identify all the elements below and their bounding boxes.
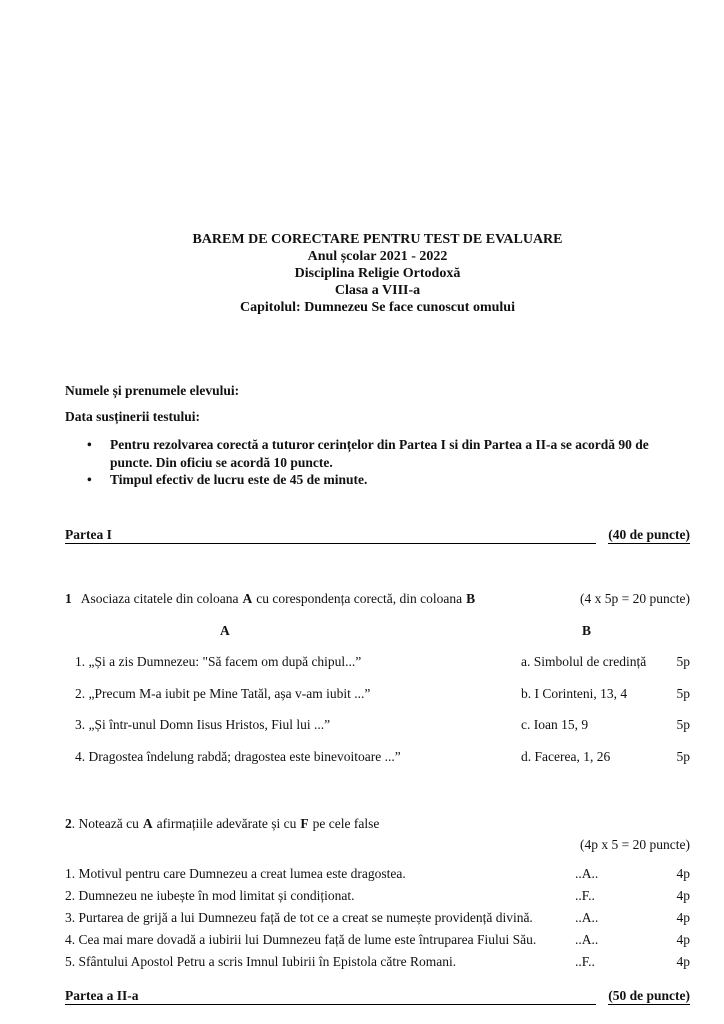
match-row (65, 654, 690, 670)
match-option: d. Facerea, 1, 26 (521, 749, 611, 764)
points-value: 5p (676, 749, 690, 764)
bullet-icon: • (87, 472, 92, 487)
points-value: 4p (676, 910, 690, 925)
points-value: 4p (676, 866, 690, 881)
instruction-text: Pentru rezolvarea corectă a tuturor cerințelor din Partea I si din Partea a II-a se acordă 90 de puncte. Din oficiu se acordă 10 puncte. (110, 437, 649, 470)
part2-points: (50 de puncte) (608, 988, 690, 1003)
part1-points: (40 de puncte) (608, 527, 690, 542)
part2-rule-line (138, 1004, 587, 1005)
grade-line: Clasa a VIII-a (334, 283, 421, 298)
answer-value: ..F.. (575, 954, 595, 969)
quote-text: 2. „Precum M-a iubit pe Mine Tatăl, așa v-am iubit ...” (75, 686, 371, 701)
answer-value: ..A.. (575, 932, 599, 947)
column-b-header: B (582, 623, 592, 638)
column-a-ref: A (242, 591, 253, 606)
part2-heading: Partea a II-a (65, 988, 139, 1003)
test-date-label: Data susținerii testului: (65, 409, 200, 424)
match-row (65, 686, 690, 702)
points-value: 5p (676, 654, 690, 669)
question-1-lead: Asociaza citatele din coloana (80, 591, 239, 606)
true-false-row (65, 929, 690, 951)
match-option: b. I Corinteni, 13, 4 (521, 686, 628, 701)
true-false-row (65, 907, 690, 929)
instruction-text: Timpul efectiv de lucru este de 45 de minute. (110, 472, 368, 487)
question-1-mid: cu corespondența corectă, din coloana (256, 591, 463, 606)
question-2-points: (4p x 5 = 20 puncte) (580, 837, 690, 852)
true-false-row (65, 863, 690, 885)
subject-line: Disciplina Religie Ortodoxă (294, 266, 461, 281)
part1-heading: Partea I (65, 527, 112, 542)
part2-heading-row (65, 988, 690, 1005)
school-year: Anul școlar 2021 - 2022 (307, 249, 448, 264)
instruction-item (65, 436, 690, 471)
statement-text: 5. Sfântului Apostol Petru a scris Imnul Iubirii în Epistola către Romani. (65, 954, 457, 969)
instructions-list (65, 436, 690, 489)
points-value: 5p (676, 686, 690, 701)
chapter-line: Capitolul: Dumnezeu Se face cunoscut omului (240, 300, 515, 315)
answer-value: ..F.. (575, 888, 595, 903)
true-false-list (65, 863, 690, 973)
quote-text: 4. Dragostea îndelung rabdă; dragostea este binevoitoare ...” (75, 749, 401, 764)
quote-text: 3. „Și într-unul Domn Iisus Hristos, Fiul lui ...” (75, 717, 331, 732)
true-letter-ref: A (142, 816, 153, 831)
column-b-ref: B (466, 591, 476, 606)
question-2-tail: pe cele false (312, 816, 380, 831)
points-value: 4p (676, 932, 690, 947)
question-1-number: 1 (65, 591, 72, 606)
underscore-segment (587, 1004, 596, 1005)
question-1-heading (65, 591, 690, 607)
column-a-header: A (220, 623, 230, 638)
question-2-number: 2 (65, 816, 72, 831)
part1-heading-row (65, 527, 690, 544)
student-name-label: Numele și prenumele elevului: (65, 383, 240, 398)
part1-rule-line (112, 543, 596, 544)
bullet-icon: • (87, 437, 92, 452)
points-value: 4p (676, 954, 690, 969)
statement-text: 2. Dumnezeu ne iubește în mod limitat și condiționat. (65, 888, 355, 903)
true-false-row (65, 885, 690, 907)
instruction-item (65, 471, 690, 489)
question-2-heading (65, 816, 690, 832)
statement-text: 1. Motivul pentru care Dumnezeu a creat lumea este dragostea. (65, 866, 406, 881)
answer-value: ..A.. (575, 866, 599, 881)
false-letter-ref: F (300, 816, 309, 831)
points-value: 4p (676, 888, 690, 903)
statement-text: 3. Purtarea de grijă a lui Dumnezeu față de tot ce a creat se numește providență divină. (65, 910, 533, 925)
question-1-points: (4 x 5p = 20 puncte) (580, 591, 690, 606)
statement-text: 4. Cea mai mare dovadă a iubirii lui Dumnezeu față de lume este întruparea Fiului Său. (65, 932, 537, 947)
document-title: BAREM DE CORECTARE PENTRU TEST DE EVALUARE (192, 232, 563, 247)
match-row (65, 749, 690, 765)
answer-value: ..A.. (575, 910, 599, 925)
match-row (65, 717, 690, 733)
match-option: a. Simbolul de credință (521, 654, 647, 669)
true-false-row (65, 951, 690, 973)
points-value: 5p (676, 717, 690, 732)
match-option: c. Ioan 15, 9 (521, 717, 589, 732)
match-column-headers (65, 623, 690, 640)
question-2-mid: afirmațiile adevărate și cu (156, 816, 297, 831)
question-2-lead: . Notează cu (71, 816, 139, 831)
document-title-block (65, 231, 690, 316)
quote-text: 1. „Și a zis Dumnezeu: "Să facem om după chipul...” (75, 654, 362, 669)
question-1-text (65, 591, 479, 607)
